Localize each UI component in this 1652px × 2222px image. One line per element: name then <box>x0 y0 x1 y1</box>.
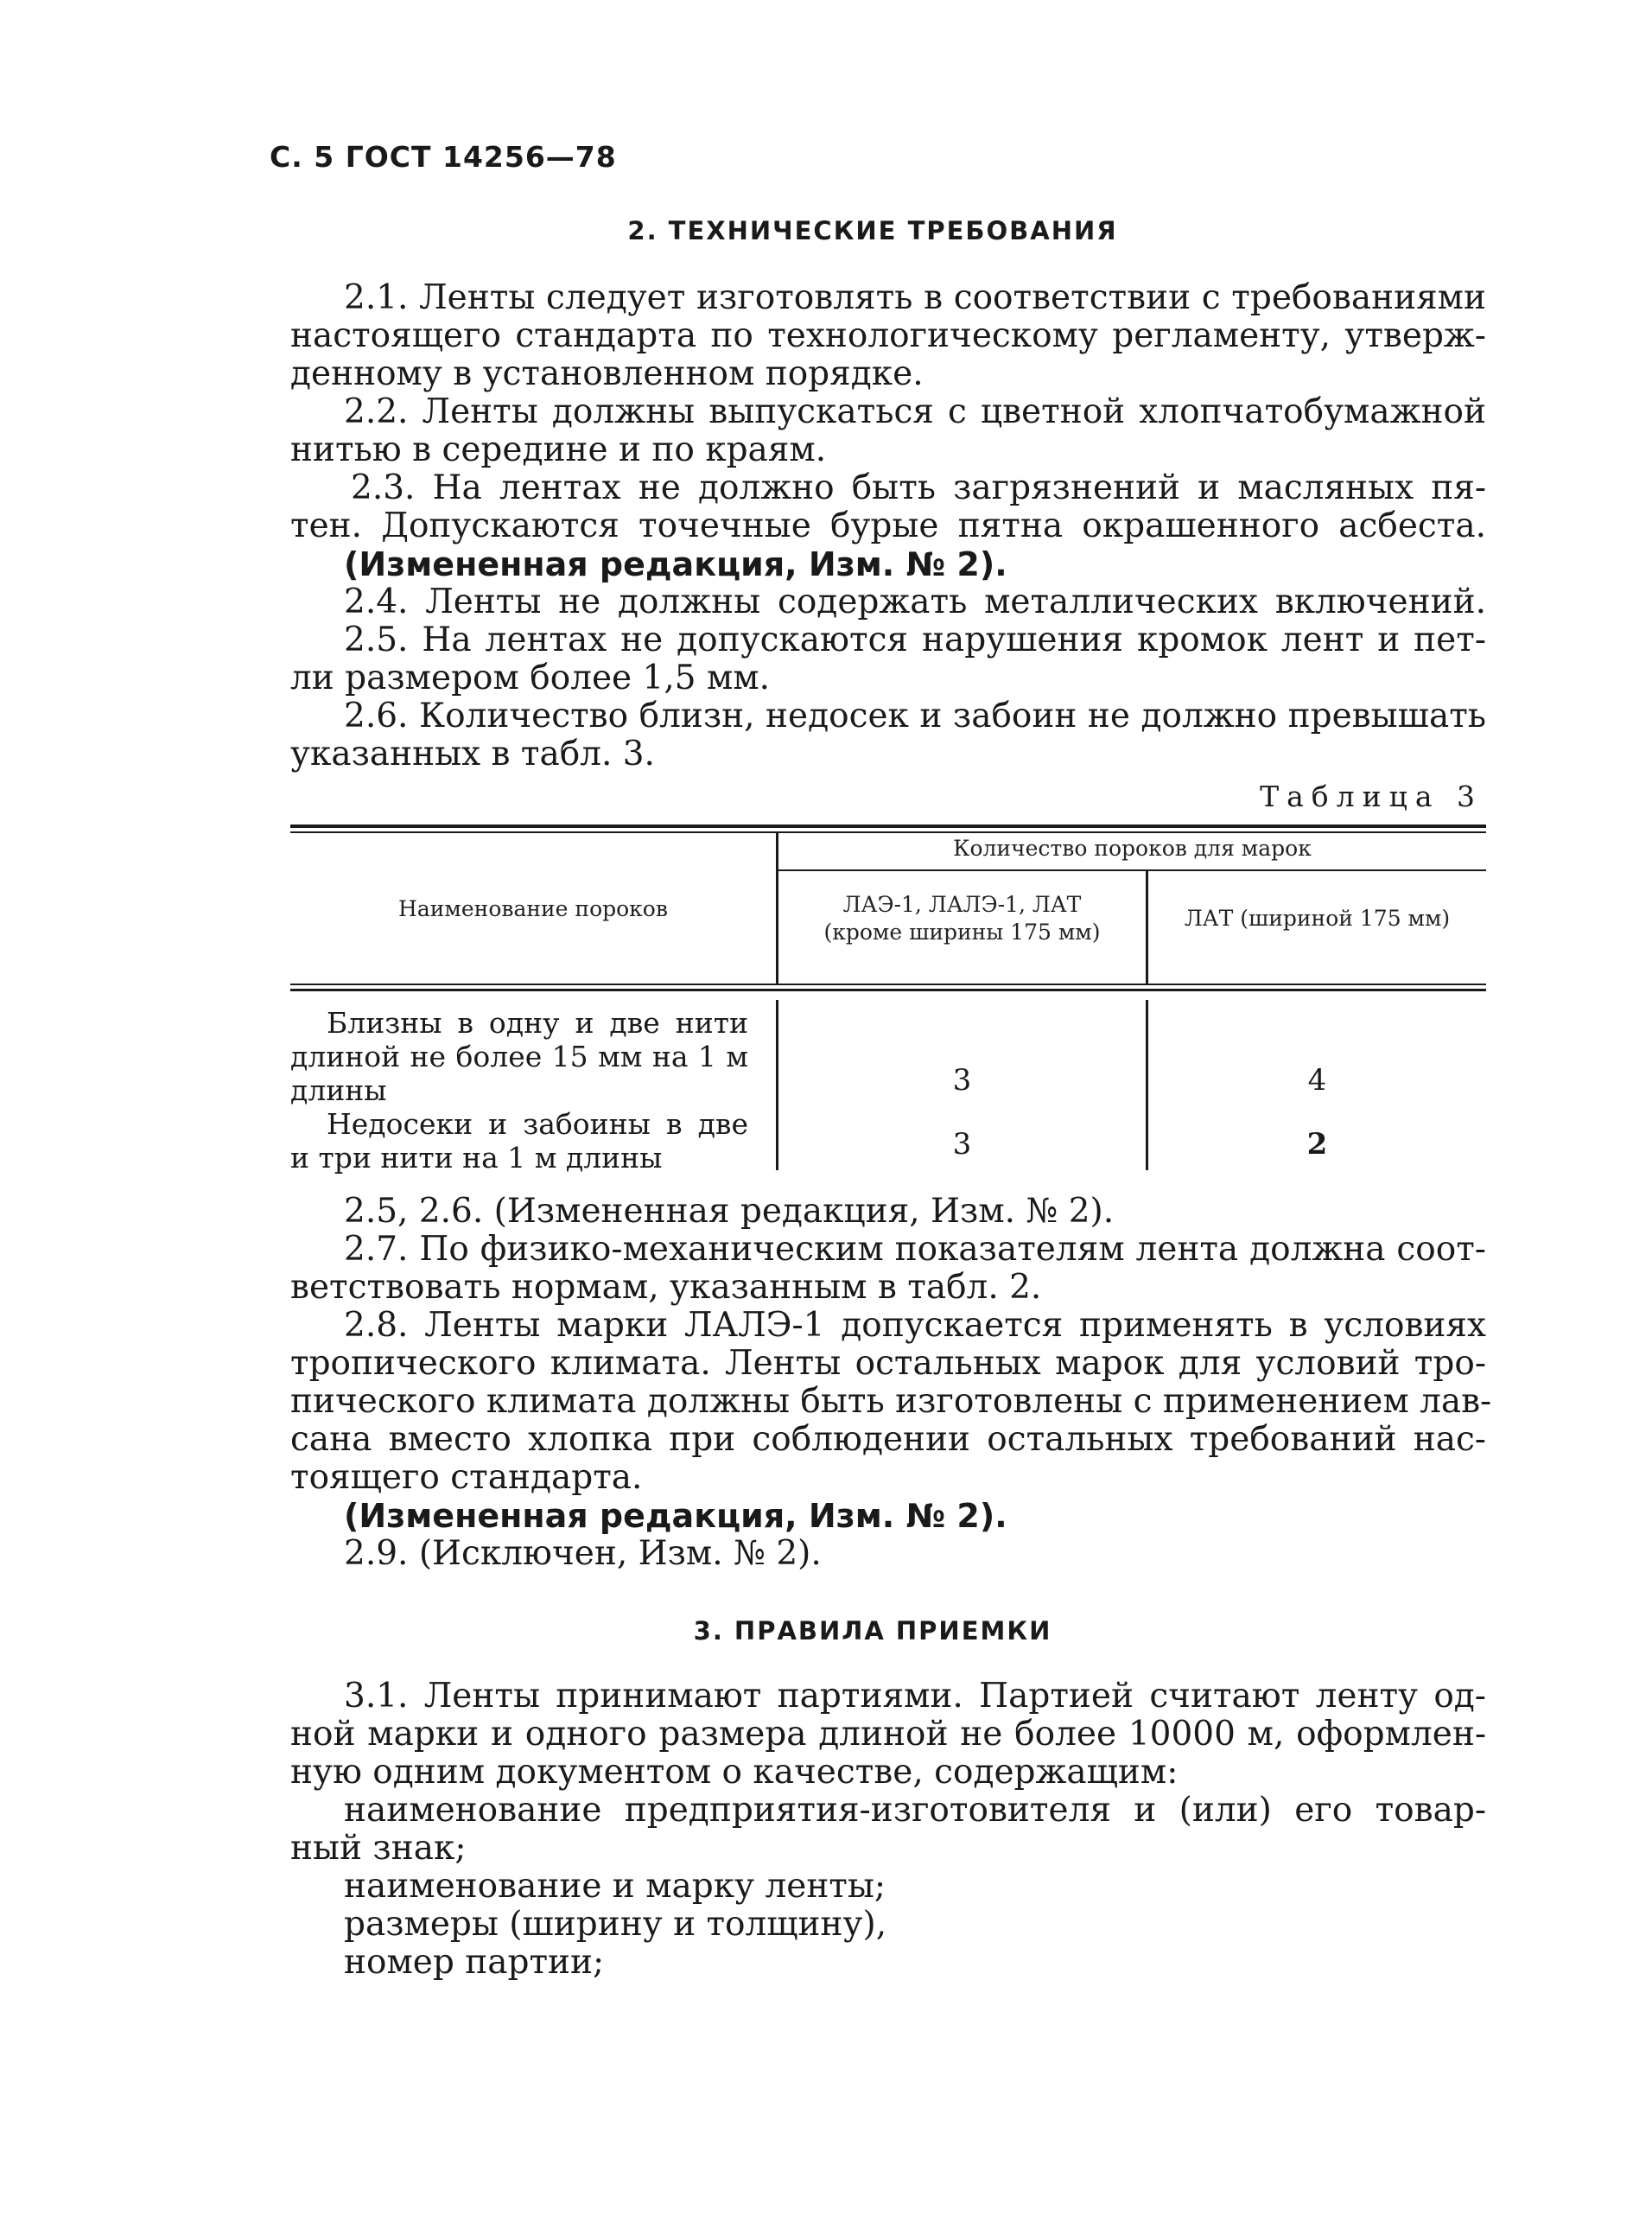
table-header-rule-thick <box>290 989 1486 991</box>
text-line: денному в установленном порядке. <box>290 354 924 393</box>
text-line: 2.1. Ленты следует изготовлять в соответствии с требованиями <box>344 278 1486 317</box>
text-line: ной марки и одного размера длиной не более 10000 м, оформлен- <box>290 1715 1486 1754</box>
table-row-label <box>290 1006 748 1175</box>
table-top-rule <box>290 824 1486 828</box>
section-2-continued-text <box>290 1192 1492 1573</box>
text-line: наименование предприятия-изготовителя и (или) его товар- <box>344 1791 1486 1830</box>
text-line: 2.7. По физико-механическим показателям лента должна соот- <box>344 1230 1486 1269</box>
text-line: настоящего стандарта по технологическому регламенту, утверж- <box>290 316 1486 355</box>
table-top-rule-thin <box>290 831 1486 833</box>
text-line: 2.2. Ленты должны выпускаться с цветной хлопчатобумажной <box>344 392 1486 431</box>
table-cell-value: 3 <box>952 1063 972 1098</box>
text-line: тропического климата. Ленты остальных марок для условий тро- <box>290 1344 1486 1383</box>
section-3-text <box>290 1678 1486 1982</box>
text-line: тоящего стандарта. <box>290 1458 643 1497</box>
row-label-line: и три нити на 1 м длины <box>290 1141 663 1175</box>
col-header-brand-a-line: (кроме ширины 175 мм) <box>823 920 1101 945</box>
text-line: 2.6. Количество близн, недосек и забоин не должно превышать <box>344 697 1486 735</box>
text-line: 2.4. Ленты не должны содержать металлических включений. <box>344 583 1486 621</box>
row-label-line: Близны в одну и две нити <box>327 1006 748 1040</box>
table-3-title: Таблица 3 <box>1260 780 1483 813</box>
col-header-brand-a-line: ЛАЭ-1, ЛАЛЭ-1, ЛАТ <box>842 892 1082 917</box>
text-line: размеры (ширину и толщину), <box>344 1905 887 1944</box>
text-line: тен. Допускаются точечные бурые пятна окрашенного асбеста. <box>290 506 1486 545</box>
text-line: наименование и марку ленты; <box>344 1867 886 1906</box>
table-cell-value: 3 <box>952 1127 972 1162</box>
row-label-line: Недосеки и забоины в две <box>327 1107 748 1141</box>
table-group-rule <box>778 869 1486 871</box>
text-line: ли размером более 1,5 мм. <box>290 659 771 697</box>
section-2-text <box>290 279 1486 774</box>
table-header-rule <box>290 984 1486 985</box>
text-line: 2.8. Ленты марки ЛАЛЭ-1 допускается применять в условиях <box>344 1306 1486 1345</box>
col-header-defect-name: Наименование пороков <box>398 896 668 921</box>
amendment-note: (Измененная редакция, Изм. № 2). <box>344 1497 1007 1535</box>
text-line: указанных в табл. 3. <box>290 735 655 774</box>
text-line: нитью в середине и по краям. <box>290 430 827 469</box>
text-line: номер партии; <box>344 1943 605 1982</box>
section-2-title: 2. ТЕХНИЧЕСКИЕ ТРЕБОВАНИЯ <box>627 216 1118 245</box>
col-header-group: Количество пороков для марок <box>953 836 1312 861</box>
text-line: 2.5. На лентах не допускаются нарушения кромок лент и пет- <box>344 621 1486 659</box>
excluded-note: 2.9. (Исключен, Изм. № 2). <box>344 1534 822 1573</box>
table-cell-value: 2 <box>1306 1127 1328 1162</box>
table-3 <box>290 824 1486 1175</box>
amendment-note: 2.5, 2.6. (Измененная редакция, Изм. № 2). <box>344 1192 1115 1231</box>
row-label-line: длиной не более 15 мм на 1 м <box>290 1040 748 1073</box>
col-header-brand-a <box>778 891 1146 946</box>
amendment-note: (Измененная редакция, Изм. № 2). <box>344 545 1007 583</box>
text-line: сана вместо хлопка при соблюдении остальных требований нас- <box>290 1420 1486 1459</box>
running-head: С. 5 ГОСТ 14256—78 <box>270 140 617 174</box>
col-header-brand-b: ЛАТ (шириной 175 мм) <box>1184 906 1451 931</box>
text-line: ную одним документом о качестве, содержащим: <box>290 1753 1179 1792</box>
text-line: 3.1. Ленты принимают партиями. Партией считают ленту од- <box>344 1677 1486 1716</box>
text-line: 2.3. На лентах не должно быть загрязнений и масляных пя- <box>351 468 1486 507</box>
text-line: ветствовать нормам, указанным в табл. 2. <box>290 1268 1042 1307</box>
row-label-line: длины <box>290 1073 387 1107</box>
table-cell-value: 4 <box>1307 1063 1327 1098</box>
text-line: пического климата должны быть изготовлены с применением лав- <box>290 1382 1492 1421</box>
section-3-title: 3. ПРАВИЛА ПРИЕМКИ <box>693 1616 1052 1646</box>
text-line: ный знак; <box>290 1829 467 1868</box>
